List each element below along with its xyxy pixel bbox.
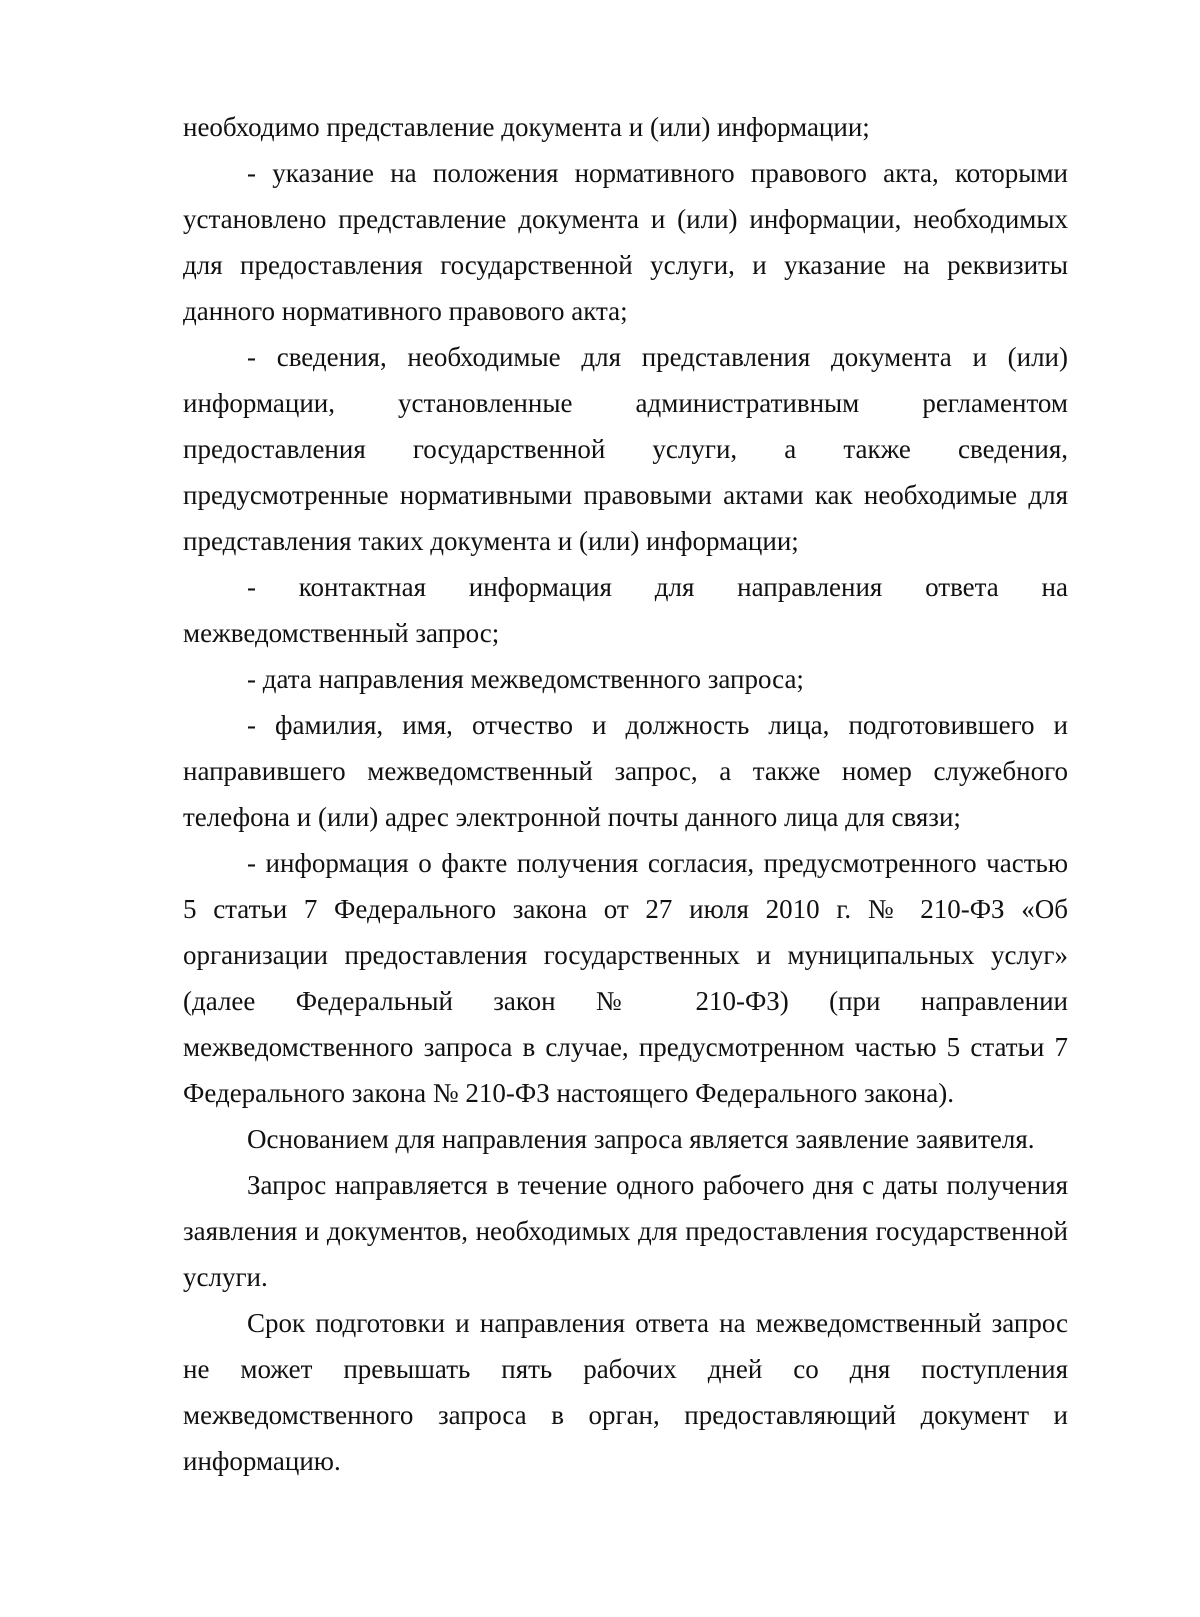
paragraph-required-info: - сведения, необходимые для представления документа и (или) информации, установленные административным регламентом предоставления государственной услуги, а также сведения, предусмотренные нормативными правовыми актами как необходимые для представления таких документа и (или) информации; <box>183 342 1068 556</box>
paragraph-contact-info: - контактная информация для направления ответа на межведомственный запрос; <box>183 572 1068 648</box>
paragraph-request-timing: Запрос направляется в течение одного рабочего дня с даты получения заявления и документов, необходимых для предоставления государственной услуги. <box>183 1170 1068 1292</box>
paragraph-responsible-person: - фамилия, имя, отчество и должность лица, подготовившего и направившего межведомственный запрос, а также номер служебного телефона и (или) адрес электронной почты данного лица для связи; <box>183 710 1068 832</box>
paragraph-basis: Основанием для направления запроса является заявление заявителя. <box>247 1124 1035 1154</box>
paragraph-response-deadline: Срок подготовки и направления ответа на межведомственный запрос не может превышать пять рабочих дней со дня поступления межведомственного запроса в орган, предоставляющий документ и информацию. <box>183 1308 1068 1476</box>
paragraph-legal-act-reference: - указание на положения нормативного правового акта, которыми установлено представление документа и (или) информации, необходимых для предоставления государственной услуги, и указание на реквизиты данного нормативного правового акта; <box>183 158 1068 326</box>
paragraph-consent-info: - информация о факте получения согласия, предусмотренного частью 5 статьи 7 Федерального закона от 27 июля 2010 г. № 210-ФЗ «Об организации предоставления государственных и муниципальных услуг» (далее Федеральный закон № 210-ФЗ) (при направлении межведомственного запроса в случае, предусмотренном частью 5 статьи 7 Федерального закона № 210-ФЗ настоящего Федерального закона). <box>183 848 1068 1108</box>
document-body <box>183 104 1068 1484</box>
paragraph-request-date: - дата направления межведомственного запроса; <box>247 664 804 694</box>
paragraph-continuation: необходимо представление документа и (или) информации; <box>183 112 870 142</box>
